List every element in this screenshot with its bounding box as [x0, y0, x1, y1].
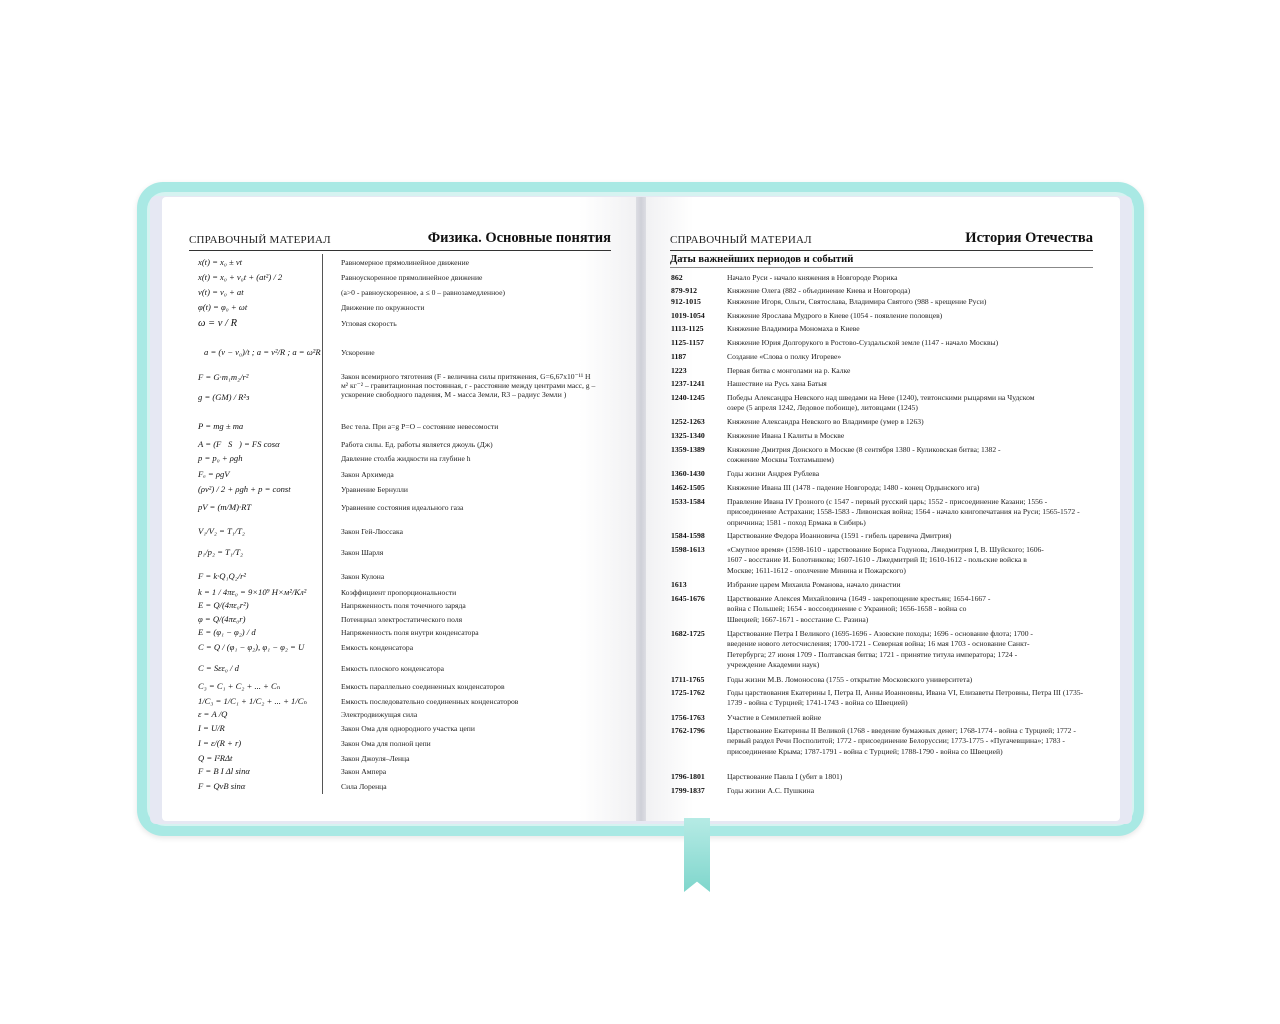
event-date: 1799-1837: [671, 786, 705, 795]
event-text: Царствование Федора Иоанновича (1591 - гибель царевича Дмитрия): [727, 531, 952, 540]
event-date: 1584-1598: [671, 531, 705, 540]
event-date: 1533-1584: [671, 497, 705, 506]
right-page-header: [670, 228, 1093, 251]
event-text: Княжение Ярослава Мудрого в Киеве (1054 - появление половцев): [727, 311, 943, 320]
formula-desc: Потенциал электростатического поля: [341, 615, 463, 624]
event-text: Княжение Владимира Мономаха в Киеве: [727, 324, 860, 333]
bookmark-ribbon: [684, 818, 710, 892]
formula: φ(t) = φ₀ + ωt: [198, 302, 248, 312]
event-text: Годы жизни М.В. Ломоносова (1755 - открытие Московского университета): [727, 675, 973, 684]
formula: Q = I²RΔt: [198, 753, 233, 763]
formula-desc: Напряженность поля точечного заряда: [341, 601, 466, 610]
formula-desc: Уравнение состояния идеального газа: [341, 503, 464, 512]
formula-desc: Емкость плоского конденсатора: [341, 664, 444, 673]
formula-desc: Равноускоренное прямолинейное движение: [341, 273, 483, 282]
formula-desc: Ускорение: [341, 348, 375, 357]
formula: a = (v − v₀)/t ; a = v²/R ; a = ω²R: [204, 347, 321, 357]
formula-desc: Угловая скорость: [341, 319, 397, 328]
formula: Fₐ = ρgV: [198, 469, 230, 479]
event-date: 1240-1245: [671, 393, 705, 402]
formula-desc: (a>0 - равноускоренное, a ≤ 0 – равнозамедленное): [341, 288, 505, 297]
column-divider: [322, 254, 323, 794]
formula-desc: Закон Кулона: [341, 572, 385, 581]
formula: p = p₀ + ρgh: [198, 453, 243, 463]
event-text: Княжение Ивана I Калиты в Москве: [727, 431, 845, 440]
event-text: Княжение Александра Невского во Владимире (умер в 1263): [727, 417, 924, 426]
formula-desc: Закон Шарля: [341, 548, 384, 557]
event-date: 1682-1725: [671, 629, 705, 638]
formula: pV = (m/M)·RT: [198, 502, 252, 512]
formula: (ρv²) / 2 + ρgh + p = const: [198, 484, 291, 494]
event-date: 1223: [671, 366, 687, 375]
event-date: 1613: [671, 580, 687, 589]
formula: P = mg ± ma: [198, 421, 244, 431]
formula: F = k·Q₁Q₂/r²: [198, 571, 247, 581]
event-text: Годы жизни Андрея Рублева: [727, 469, 820, 478]
formula: E = (φ₁ − φ₂) / d: [198, 627, 256, 637]
subtitle-rule: [670, 267, 1093, 268]
event-text: Царствование Алексея Михайловича (1649 - закрепощение крестьян; 1654-1667 - война с Польшей; 1654 - воссоединение с Украиной; 1656-1658 - война со Швецией; 1667-1671 - восстание С. Разина): [727, 594, 991, 624]
formula-desc: Сила Лоренца: [341, 782, 387, 791]
event-date: 1725-1762: [671, 688, 705, 697]
event-text: Царствование Екатерины II Великой (1768 - введение бумажных денег; 1768-1774 - война с Турцией; 1772 - первый раздел Речи Посполитой; 1772 - присоединение Белоруссии; 1773-1775 - «Пугачевщина»; 1783 - присоединение Крыма; 1787-1791 - война с Турцией; 1788-1790 - война со Швецией): [727, 726, 1076, 756]
formula: F = G·m₁m₂/r²: [198, 372, 249, 382]
formula-desc: Коэффициент пропорциональности: [341, 588, 457, 597]
formula: I = ε/(R + r): [198, 738, 242, 748]
formula: p₁/p₂ = T₁/T₂: [198, 547, 243, 557]
event-date: 1187: [671, 352, 687, 361]
formula-desc: Уравнение Бернулли: [341, 485, 408, 494]
formula-desc: Закон Ома для полной цепи: [341, 739, 431, 748]
formula-desc: Емкость параллельно соединенных конденсаторов: [341, 682, 505, 691]
event-text: Победы Александра Невского над шведами на Неве (1240), тевтонскими рыцарями на Чудском озере (5 апреля 1242, Ледовое побоище), литовцами (1245): [727, 393, 1035, 413]
formula: 1/C₃ = 1/C₁ + 1/C₂ + ... + 1/Cₙ: [198, 696, 307, 706]
event-date: 862: [671, 273, 683, 282]
event-date: 1756-1763: [671, 713, 705, 722]
event-text: Царствование Петра I Великого (1695-1696 - Азовские походы; 1696 - основание флота; 1700 - введение нового летосчисления; 1700-1721 - Северная война; 16 мая 1703 - основание Санкт-Петербурга; 27 июня 1709 - Полтавская битва; 1721 - принятие титула императора; 1724 - учреждение Академии наук): [727, 629, 1033, 670]
event-text: Избрание царем Михаила Романова, начало династии: [727, 580, 901, 589]
formula-desc: Закон Ампера: [341, 767, 387, 776]
formula-desc: Электродвижущая сила: [341, 710, 418, 719]
formula: g = (GM) / R²з: [198, 392, 250, 402]
event-text: Княжение Игоря, Ольги, Святослава, Владимира Святого (988 - крещение Руси): [727, 297, 987, 306]
formula: I = U/R: [198, 723, 225, 733]
formula: C = Sεε₀ / d: [198, 663, 239, 673]
event-text: Княжение Юрия Долгорукого в Ростово-Суздальской земле (1147 - начало Москвы): [727, 338, 999, 347]
event-date: 1762-1796: [671, 726, 705, 735]
formula-desc: Закон всемирного тяготения (F - величина силы притяжения, G=6,67x10⁻¹¹ Н м² кг⁻² – гравитационная постоянная, r - расстояние между центрами масс, g – ускорение свободного падения, М - масса Земли, R3 – радиус Земли ): [341, 372, 596, 400]
left-page-header: [189, 228, 611, 251]
event-date: 1019-1054: [671, 311, 705, 320]
event-text: Годы жизни А.С. Пушкина: [727, 786, 815, 795]
event-text: Участие в Семилетней войне: [727, 713, 822, 722]
formula-desc: Равномерное прямолинейное движение: [341, 258, 470, 267]
formula-desc: Закон Архимеда: [341, 470, 394, 479]
formula: ω = v / R: [198, 318, 237, 329]
event-date: 1360-1430: [671, 469, 705, 478]
event-date: 1125-1157: [671, 338, 704, 347]
formula: ε = A /Q: [198, 709, 228, 719]
event-date: 1462-1505: [671, 483, 705, 492]
event-date: 1645-1676: [671, 594, 705, 603]
formula: A = (F⃗S⃗) = FS cosα: [198, 439, 280, 449]
left-header-label: СПРАВОЧНЫЙ МАТЕРИАЛ: [189, 234, 331, 246]
right-header-title: История Отечества: [965, 230, 1093, 246]
left-header-title: Физика. Основные понятия: [427, 230, 611, 246]
event-date: 879-912: [671, 286, 697, 295]
event-date: 912-1015: [671, 297, 701, 306]
event-date: 1237-1241: [671, 379, 705, 388]
event-text: «Смутное время» (1598-1610 - царствование Бориса Годунова, Лжедмитрия I, В. Шуйского; 1606-1607 - восстание И. Болотникова; 1607-1610 - Лжедмитрий II; 1610-1612 - польские войска в Москве; 1611-1612 - ополчение Минина и Пожарского): [727, 545, 1044, 575]
event-text: Первая битва с монголами на р. Калке: [727, 366, 851, 375]
formula: E = Q/(4πε₀r²): [198, 600, 249, 610]
event-text: Царствование Павла I (убит в 1801): [727, 772, 843, 781]
event-text: Княжение Ивана III (1478 - падение Новгорода; 1480 - конец Ордынского ига): [727, 483, 980, 492]
formula-desc: Движение по окружности: [341, 303, 425, 312]
event-text: Начало Руси - начало княжения в Новгороде Рюрика: [727, 273, 898, 282]
formula-desc: Закон Гей-Люссака: [341, 527, 403, 536]
formula-desc: Закон Ома для однородного участка цепи: [341, 724, 475, 733]
book-spine: [636, 197, 646, 821]
event-date: 1598-1613: [671, 545, 705, 554]
event-text: Княжение Дмитрия Донского в Москве (8 сентября 1380 - Куликовская битва; 1382 - сожжение Москвы Тохтамышем): [727, 445, 1001, 465]
formula: x(t) = x₀ ± vt: [198, 257, 243, 267]
formula: C₃ = C₁ + C₂ + ... + Cₙ: [198, 681, 281, 691]
formula: x(t) = x₀ + v₀t + (at²) / 2: [198, 272, 283, 282]
event-text: Правление Ивана IV Грозного (с 1547 - первый русский царь; 1552 - присоединение Казани; 1556 - присоединение Астрахани; 1558-1583 - Ливонская война; 1564 - начало книгопечатания на Руси; 1565-1572 - опричнина; 1581 - поход Ермака в Сибирь): [727, 497, 1080, 527]
event-date: 1359-1389: [671, 445, 705, 454]
event-text: Княжение Олега (882 - объединение Киева и Новгорода): [727, 286, 911, 295]
event-date: 1796-1801: [671, 772, 705, 781]
formula: C = Q / (φ₁ − φ₂), φ₁ − φ₂ = U: [198, 642, 305, 652]
formula-desc: Емкость конденсатора: [341, 643, 414, 652]
formula-desc: Работа силы. Ед. работы является джоуль (Дж): [341, 440, 493, 449]
formula-desc: Емкость последовательно соединенных конденсаторов: [341, 697, 519, 706]
event-date: 1325-1340: [671, 431, 705, 440]
formula-desc: Вес тела. При a=g P=O – состояние невесомости: [341, 422, 499, 431]
formula-desc: Давление столба жидкости на глубине h: [341, 454, 471, 463]
event-date: 1711-1765: [671, 675, 705, 684]
formula: F = B I Δl sinα: [198, 766, 250, 776]
history-subtitle: Даты важнейших периодов и событий: [670, 254, 854, 265]
formula: v(t) = v₀ + at: [198, 287, 244, 297]
formula: V₁/V₂ = T₁/T₂: [198, 526, 245, 536]
formula-desc: Закон Джоуля–Ленца: [341, 754, 410, 763]
event-text: Годы царствования Екатерины I, Петра II, Анны Иоанновны, Ивана VI, Елизаветы Петровны, Петра III (1735-1739 - война с Турцией; 1741-1743 - война со Швецией): [727, 688, 1084, 708]
event-date: 1113-1125: [671, 324, 704, 333]
event-text: Создание «Слова о полку Игореве»: [727, 352, 842, 361]
formula: F = QvB sinα: [198, 781, 246, 791]
formula-desc: Напряженность поля внутри конденсатора: [341, 628, 479, 637]
right-header-label: СПРАВОЧНЫЙ МАТЕРИАЛ: [670, 234, 812, 246]
formula: k = 1 / 4πε₀ = 9×10⁹ Н×м²/Кл²: [198, 587, 307, 597]
event-date: 1252-1263: [671, 417, 705, 426]
formula: φ = Q/(4πε₀r): [198, 614, 246, 624]
event-text: Нашествие на Русь хана Батыя: [727, 379, 827, 388]
